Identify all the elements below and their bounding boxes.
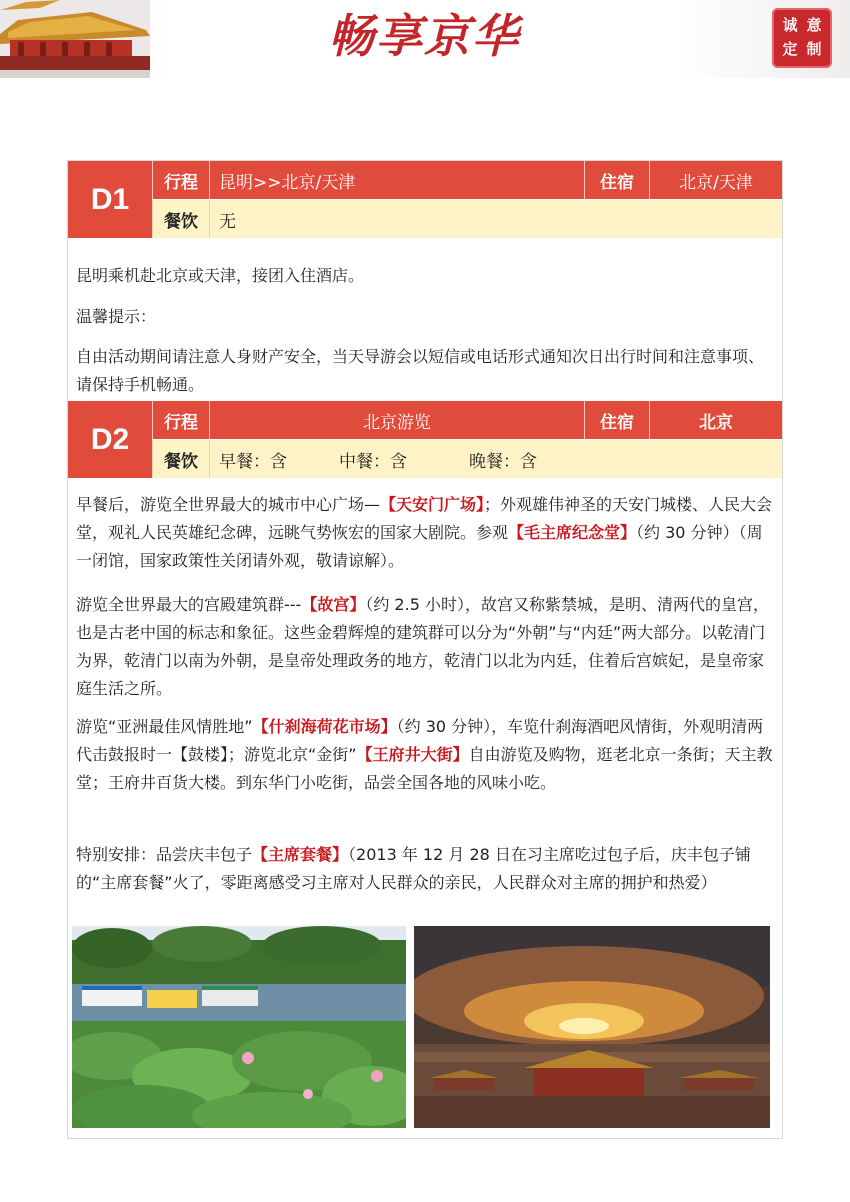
d1-tip-paragraph: 自由活动期间请注意人身财产安全，当天导游会以短信或电话形式通知次日出行时间和注意事项、请保持手机畅通。	[76, 347, 765, 394]
d2-paragraph-special	[76, 841, 776, 897]
d1-paragraph: 昆明乘机赴北京或天津，接团入住酒店。	[76, 266, 365, 285]
seal-char: 意	[806, 16, 822, 34]
text-run: （2013 年 12 月 28 日在习主席吃过包子后，庆丰包子铺的“主席套餐”火了，零距离感受习主席对人民群众的亲民，人民群众对主席的拥护和热爱）	[76, 845, 751, 892]
header-title: 畅享京华	[328, 9, 520, 63]
day-table-d2	[68, 401, 782, 478]
text-run: 自由游览及购物，逛老北京一条街；天主教堂；王府井百货大楼。到东华门小吃街，品尝全国各地的风味小吃。	[76, 745, 773, 792]
text-run: ；外观雄伟神圣的天安门城楼、人民大会堂，观礼人民英雄纪念碑，远眺气势恢宏的国家大剧院。参观	[76, 495, 773, 542]
lunch-value: 中餐：含	[339, 451, 407, 472]
day-number: D2	[68, 401, 152, 478]
page-header	[0, 0, 850, 78]
dinner-value: 晚餐：含	[469, 451, 537, 472]
stay-label: 住宿	[584, 401, 649, 439]
d1-tip-heading: 温馨提示：	[76, 307, 157, 326]
stay-value: 北京	[649, 401, 782, 439]
meals-label: 餐饮	[152, 200, 209, 238]
text-run: 特别安排：品尝庆丰包子	[76, 845, 253, 864]
highlight-tiananmen: 【天安门广场】	[380, 495, 485, 514]
highlight-shichahai: 【什刹海荷花市场】	[252, 717, 397, 736]
itinerary-frame	[67, 160, 783, 1139]
lotus-lake-photo	[72, 926, 406, 1128]
itinerary-label: 行程	[152, 161, 209, 199]
forbidden-city-sunset-photo	[414, 926, 770, 1128]
day-number: D1	[68, 161, 152, 238]
highlight-forbidden-city: 【故宫】	[301, 595, 366, 614]
d2-paragraph-forbidden-city	[76, 591, 776, 703]
seal-stamp	[772, 8, 832, 68]
stay-value: 北京/天津	[649, 161, 782, 199]
meals-value	[209, 440, 782, 478]
seal-char: 制	[806, 40, 822, 58]
day-table-d1	[68, 161, 782, 238]
palace-roof-image	[0, 0, 150, 78]
highlight-wangfujing: 【王府井大街】	[356, 745, 469, 764]
text-run: 早餐后，游览全世界最大的城市中心广场—	[76, 495, 381, 514]
seal-char: 诚	[782, 16, 798, 34]
text-run: 游览全世界最大的宫殿建筑群---	[76, 595, 302, 614]
stay-label: 住宿	[584, 161, 649, 199]
highlight-mausoleum: 【毛主席纪念堂】	[508, 523, 637, 542]
seal-char: 定	[782, 40, 798, 58]
itinerary-label: 行程	[152, 401, 209, 439]
text-run: （约 30 分钟）（周一闭馆，国家政策性关闭请外观，敬请谅解）。	[76, 523, 763, 570]
d2-paragraph-shichahai	[76, 713, 776, 797]
text-run: 游览“亚洲最佳风情胜地”	[76, 717, 253, 736]
highlight-chairman-set: 【主席套餐】	[252, 845, 349, 864]
itinerary-value: 北京游览	[209, 401, 584, 439]
meals-value: 无	[209, 200, 782, 238]
itinerary-value: 昆明>>北京/天津	[209, 161, 584, 199]
d2-paragraph-tiananmen	[76, 491, 776, 575]
breakfast-value: 早餐：含	[219, 451, 287, 472]
text-run: （约 2.5 小时），故宫又称紫禁城，是明、清两代的皇宫，也是古老中国的标志和象征。这些金碧辉煌的建筑群可以分为“外朝”与“内廷”两大部分。以乾清门为界，乾清门以南为外朝，是皇帝处理政务的地方，乾清门以北为内廷，住着后宫嫔妃，是皇帝家庭生活之所。	[76, 595, 769, 698]
text-run: （约 30 分钟），车览什刹海酒吧风情街，外观明清两代击鼓报时一【鼓楼】；游览北京“金街”	[76, 717, 764, 764]
meals-label: 餐饮	[152, 440, 209, 478]
